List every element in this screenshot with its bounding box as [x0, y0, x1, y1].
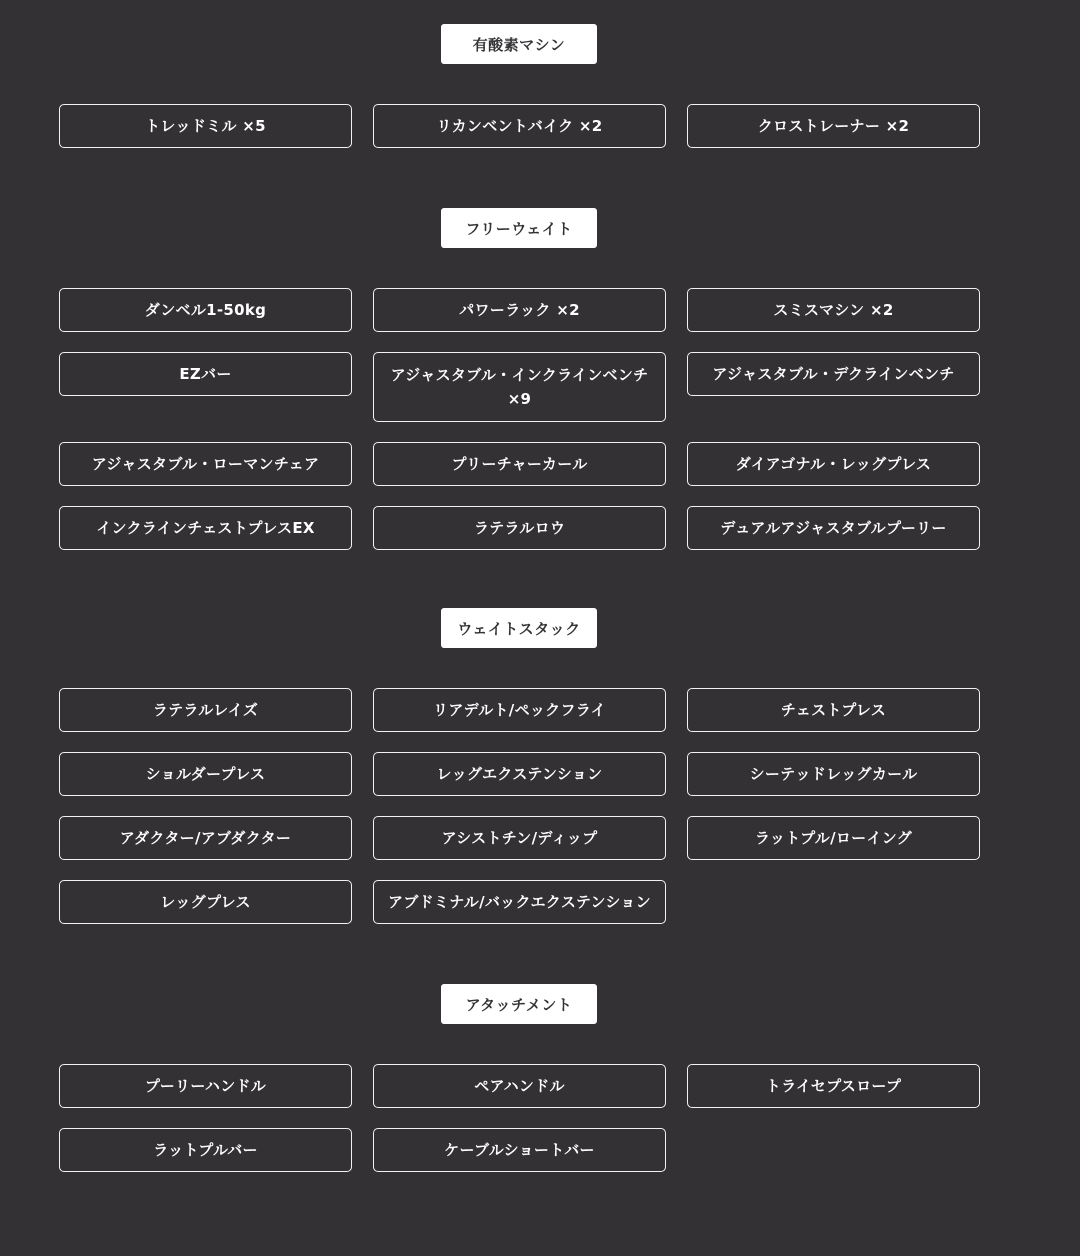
equipment-item: リカンベントバイク ×2: [373, 104, 666, 148]
equipment-item: アダクター/アブダクター: [59, 816, 352, 860]
equipment-item: アジャスタブル・インクラインベンチ ×9: [373, 352, 666, 422]
equipment-item: アジャスタブル・デクラインベンチ: [687, 352, 980, 396]
equipment-item: リアデルト/ペックフライ: [373, 688, 666, 732]
equipment-item: ショルダープレス: [59, 752, 352, 796]
equipment-item: ラットプル/ローイング: [687, 816, 980, 860]
equipment-grid-free-weight: [59, 288, 979, 550]
section-title-weight-stack: ウェイトスタック: [441, 608, 597, 648]
equipment-item: チェストプレス: [687, 688, 980, 732]
equipment-item: クロストレーナー ×2: [687, 104, 980, 148]
equipment-item: ペアハンドル: [373, 1064, 666, 1108]
equipment-item: デュアルアジャスタブルプーリー: [687, 506, 980, 550]
equipment-item: アシストチン/ディップ: [373, 816, 666, 860]
equipment-item: プーリーハンドル: [59, 1064, 352, 1108]
section-title-cardio: 有酸素マシン: [441, 24, 597, 64]
equipment-item: ダンベル1-50kg: [59, 288, 352, 332]
equipment-item: アジャスタブル・ローマンチェア: [59, 442, 352, 486]
equipment-item: EZバー: [59, 352, 352, 396]
equipment-item: レッグプレス: [59, 880, 352, 924]
equipment-grid-attachment: [59, 1064, 979, 1172]
equipment-item: インクラインチェストプレスEX: [59, 506, 352, 550]
equipment-item: ラテラルレイズ: [59, 688, 352, 732]
equipment-item: スミスマシン ×2: [687, 288, 980, 332]
equipment-item: トライセプスロープ: [687, 1064, 980, 1108]
equipment-item: ラテラルロウ: [373, 506, 666, 550]
equipment-item: ダイアゴナル・レッグプレス: [687, 442, 980, 486]
section-title-attachment: アタッチメント: [441, 984, 597, 1024]
equipment-item: シーテッドレッグカール: [687, 752, 980, 796]
equipment-item: プリーチャーカール: [373, 442, 666, 486]
equipment-item: トレッドミル ×5: [59, 104, 352, 148]
equipment-grid-weight-stack: [59, 688, 979, 924]
section-title-free-weight: フリーウェイト: [441, 208, 597, 248]
equipment-grid-cardio: [59, 104, 979, 148]
equipment-item: パワーラック ×2: [373, 288, 666, 332]
equipment-item: レッグエクステンション: [373, 752, 666, 796]
equipment-item: ラットプルバー: [59, 1128, 352, 1172]
equipment-item: ケーブルショートバー: [373, 1128, 666, 1172]
equipment-item: アブドミナル/バックエクステンション: [373, 880, 666, 924]
